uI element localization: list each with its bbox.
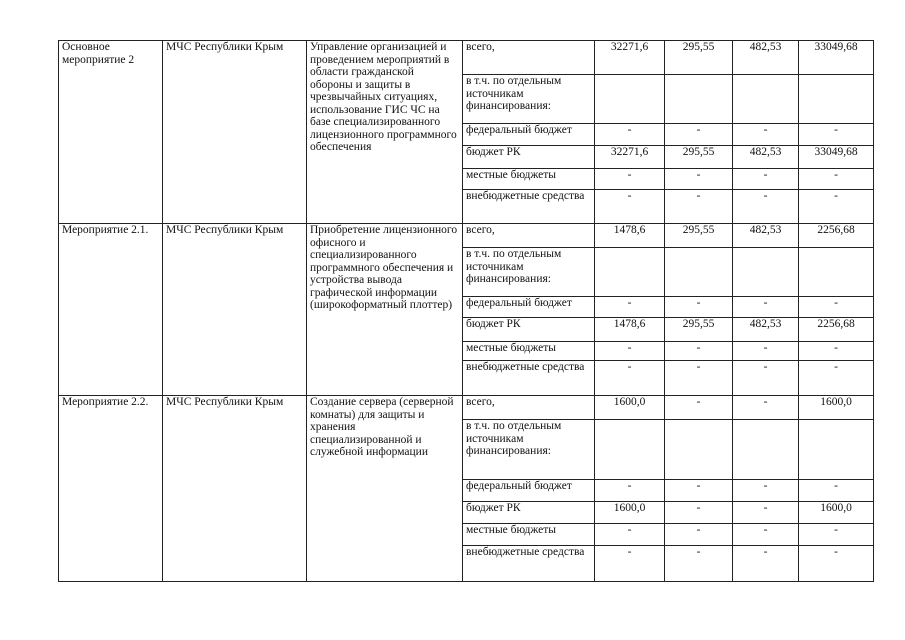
amount-cell: - (595, 342, 665, 361)
amount-cell (799, 420, 874, 480)
table-row (59, 41, 874, 75)
amount-cell: - (799, 342, 874, 361)
activity-description-cell: Создание сервера (серверной комнаты) для защиты и хранения специализированной и служебной информации (307, 396, 463, 582)
activity-name-cell: Основное мероприятие 2 (59, 41, 163, 224)
amount-cell: - (595, 190, 665, 224)
amount-cell: - (733, 361, 799, 396)
funding-source-cell: всего, (463, 396, 595, 420)
amount-cell: 33049,68 (799, 146, 874, 169)
amount-cell: 482,53 (733, 41, 799, 75)
amount-cell (799, 248, 874, 297)
funding-source-cell: местные бюджеты (463, 169, 595, 190)
amount-cell (665, 75, 733, 124)
responsible-cell: МЧС Республики Крым (163, 41, 307, 224)
activity-description-cell: Управление организацией и проведением мероприятий в области гражданской обороны и защиты в чрезвычайных ситуациях, использование ГИС ЧС на базе специализированного лицензионного программного обеспечения (307, 41, 463, 224)
amount-cell: - (799, 480, 874, 502)
amount-cell: - (665, 502, 733, 524)
activity-description-cell: Приобретение лицензионного офисного и специализированного программного обеспечения и устройства вывода графической информации (широкоформатный плоттер) (307, 224, 463, 396)
amount-cell: - (733, 480, 799, 502)
funding-source-cell: бюджет РК (463, 502, 595, 524)
amount-cell: - (665, 124, 733, 146)
funding-source-cell: местные бюджеты (463, 524, 595, 546)
amount-cell: - (665, 361, 733, 396)
funding-source-cell: внебюджетные средства (463, 546, 595, 582)
amount-cell: 295,55 (665, 41, 733, 75)
amount-cell: 2256,68 (799, 224, 874, 248)
funding-source-cell: федеральный бюджет (463, 297, 595, 318)
amount-cell: 1600,0 (799, 502, 874, 524)
amount-cell: - (595, 297, 665, 318)
funding-source-cell: в т.ч. по отдельным источникам финансирования: (463, 420, 595, 480)
funding-source-cell: всего, (463, 224, 595, 248)
funding-source-cell: федеральный бюджет (463, 124, 595, 146)
amount-cell: 482,53 (733, 224, 799, 248)
funding-source-cell: внебюджетные средства (463, 190, 595, 224)
amount-cell: - (595, 124, 665, 146)
amount-cell (595, 75, 665, 124)
amount-cell: - (733, 546, 799, 582)
amount-cell: - (595, 524, 665, 546)
amount-cell: - (733, 396, 799, 420)
amount-cell (799, 75, 874, 124)
amount-cell: 295,55 (665, 146, 733, 169)
amount-cell: 32271,6 (595, 146, 665, 169)
amount-cell: - (665, 169, 733, 190)
amount-cell: - (733, 297, 799, 318)
funding-source-cell: местные бюджеты (463, 342, 595, 361)
amount-cell: - (733, 124, 799, 146)
amount-cell: 1600,0 (799, 396, 874, 420)
amount-cell: - (665, 342, 733, 361)
amount-cell: - (665, 480, 733, 502)
funding-source-cell: бюджет РК (463, 318, 595, 342)
amount-cell (595, 420, 665, 480)
funding-source-cell: внебюджетные средства (463, 361, 595, 396)
amount-cell: 33049,68 (799, 41, 874, 75)
amount-cell (733, 420, 799, 480)
funding-source-cell: в т.ч. по отдельным источникам финансирования: (463, 75, 595, 124)
amount-cell: - (733, 502, 799, 524)
amount-cell (665, 420, 733, 480)
table-row (59, 396, 874, 420)
amount-cell: - (665, 396, 733, 420)
amount-cell (665, 248, 733, 297)
amount-cell: 1600,0 (595, 502, 665, 524)
amount-cell: 295,55 (665, 224, 733, 248)
amount-cell: 1478,6 (595, 318, 665, 342)
amount-cell: 295,55 (665, 318, 733, 342)
amount-cell: 1478,6 (595, 224, 665, 248)
program-budget-table (58, 40, 874, 582)
amount-cell: 1600,0 (595, 396, 665, 420)
amount-cell: - (733, 524, 799, 546)
amount-cell: - (799, 297, 874, 318)
amount-cell: - (665, 297, 733, 318)
amount-cell: - (733, 342, 799, 361)
amount-cell (733, 248, 799, 297)
funding-source-cell: в т.ч. по отдельным источникам финансирования: (463, 248, 595, 297)
amount-cell: - (665, 546, 733, 582)
amount-cell: - (665, 524, 733, 546)
amount-cell: - (799, 361, 874, 396)
activity-name-cell: Мероприятие 2.2. (59, 396, 163, 582)
amount-cell: 482,53 (733, 146, 799, 169)
amount-cell: 482,53 (733, 318, 799, 342)
amount-cell: - (799, 169, 874, 190)
responsible-cell: МЧС Республики Крым (163, 224, 307, 396)
amount-cell: - (733, 169, 799, 190)
amount-cell: 32271,6 (595, 41, 665, 75)
amount-cell: - (595, 546, 665, 582)
funding-source-cell: бюджет РК (463, 146, 595, 169)
amount-cell (595, 248, 665, 297)
responsible-cell: МЧС Республики Крым (163, 396, 307, 582)
amount-cell (733, 75, 799, 124)
table-body (59, 41, 874, 582)
amount-cell: - (799, 124, 874, 146)
amount-cell: - (733, 190, 799, 224)
amount-cell: - (595, 169, 665, 190)
amount-cell: - (799, 524, 874, 546)
activity-name-cell: Мероприятие 2.1. (59, 224, 163, 396)
table-row (59, 224, 874, 248)
amount-cell: - (799, 546, 874, 582)
amount-cell: - (595, 480, 665, 502)
funding-source-cell: федеральный бюджет (463, 480, 595, 502)
funding-source-cell: всего, (463, 41, 595, 75)
amount-cell: - (665, 190, 733, 224)
amount-cell: - (799, 190, 874, 224)
amount-cell: - (595, 361, 665, 396)
amount-cell: 2256,68 (799, 318, 874, 342)
